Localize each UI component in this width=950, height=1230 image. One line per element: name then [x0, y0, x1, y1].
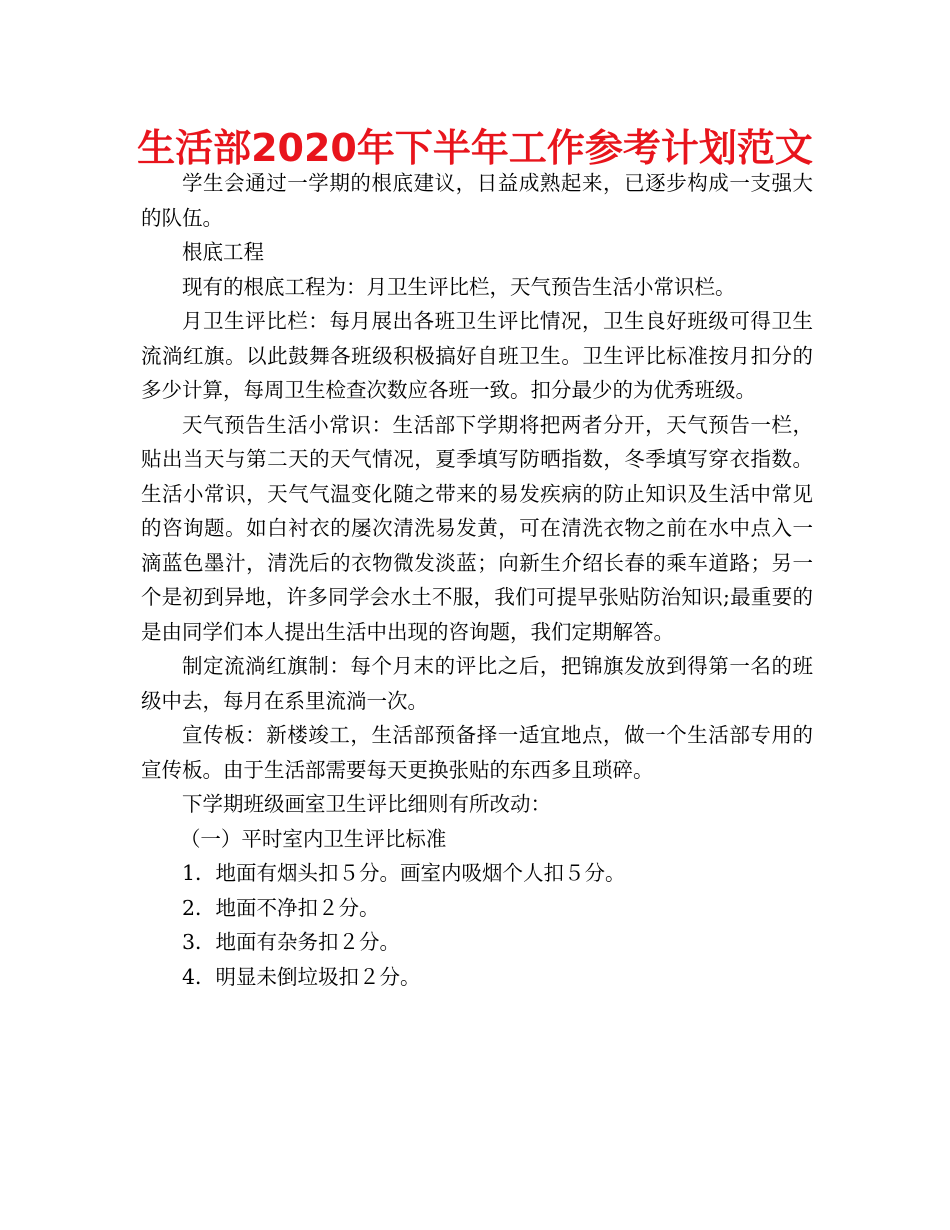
document-title: 生活部2020年下半年工作参考计划范文 — [137, 126, 813, 170]
paragraph-existing-projects: 现有的根底工程为：月卫生评比栏，天气预告生活小常识栏。 — [182, 274, 736, 299]
paragraph-section-one: （一）平时室内卫生评比标准 — [179, 826, 447, 851]
paragraph-rule-changes: 下学期班级画室卫生评比细则有所改动： — [182, 792, 551, 816]
paragraph-red-flag-system: 制定流淌红旗制：每个月末的评比之后，把锦旗发放到得第一名的班级中去，每月在系里流淌一次。 — [141, 654, 813, 713]
document-body — [141, 166, 813, 994]
list-item-rule-3: 3．地面有杂务扣２分。 — [182, 930, 401, 954]
paragraph-intro: 学生会通过一学期的根底建议，日益成熟起来，已逐步构成一支强大的队伍。 — [141, 171, 813, 230]
list-item-rule-2: 2．地面不净扣２分。 — [182, 895, 380, 920]
paragraph-hygiene-board: 月卫生评比栏：每月展出各班卫生评比情况，卫生良好班级可得卫生流淌红旗。以此鼓舞各班级积极搞好自班卫生。卫生评比标准按月扣分的多少计算，每周卫生检查次数应各班一致。扣分最少的为优秀班级。 — [141, 309, 813, 402]
paragraph-weather-tips: 天气预告生活小常识：生活部下学期将把两者分开，天气预告一栏，贴出当天与第二天的天气情况，夏季填写防晒指数，冬季填写穿衣指数。生活小常识，天气气温变化随之带来的易发疾病的防止知识及生活中常见的咨询题。如白衬衣的屡次清洗易发黄，可在清洗衣物之前在水中点入一滴蓝色墨汁，清洗后的衣物微发淡蓝；向新生介绍长春的乘车道路；另一个是初到异地，许多同学会水土不服，我们可提早张贴防治知识;最重要的是由同学们本人提出生活中出现的咨询题，我们定期解答。 — [141, 412, 813, 644]
paragraph-heading-basic-projects: 根底工程 — [182, 240, 264, 264]
list-item-rule-4: 4．明显未倒垃圾扣２分。 — [182, 964, 421, 989]
paragraph-publicity-board: 宣传板：新楼竣工，生活部预备择一适宜地点，做一个生活部专用的宣传板。由于生活部需要每天更换张贴的东西多且琐碎。 — [141, 723, 813, 782]
list-item-rule-1: 1．地面有烟头扣５分。画室内吸烟个人扣５分。 — [182, 861, 626, 885]
